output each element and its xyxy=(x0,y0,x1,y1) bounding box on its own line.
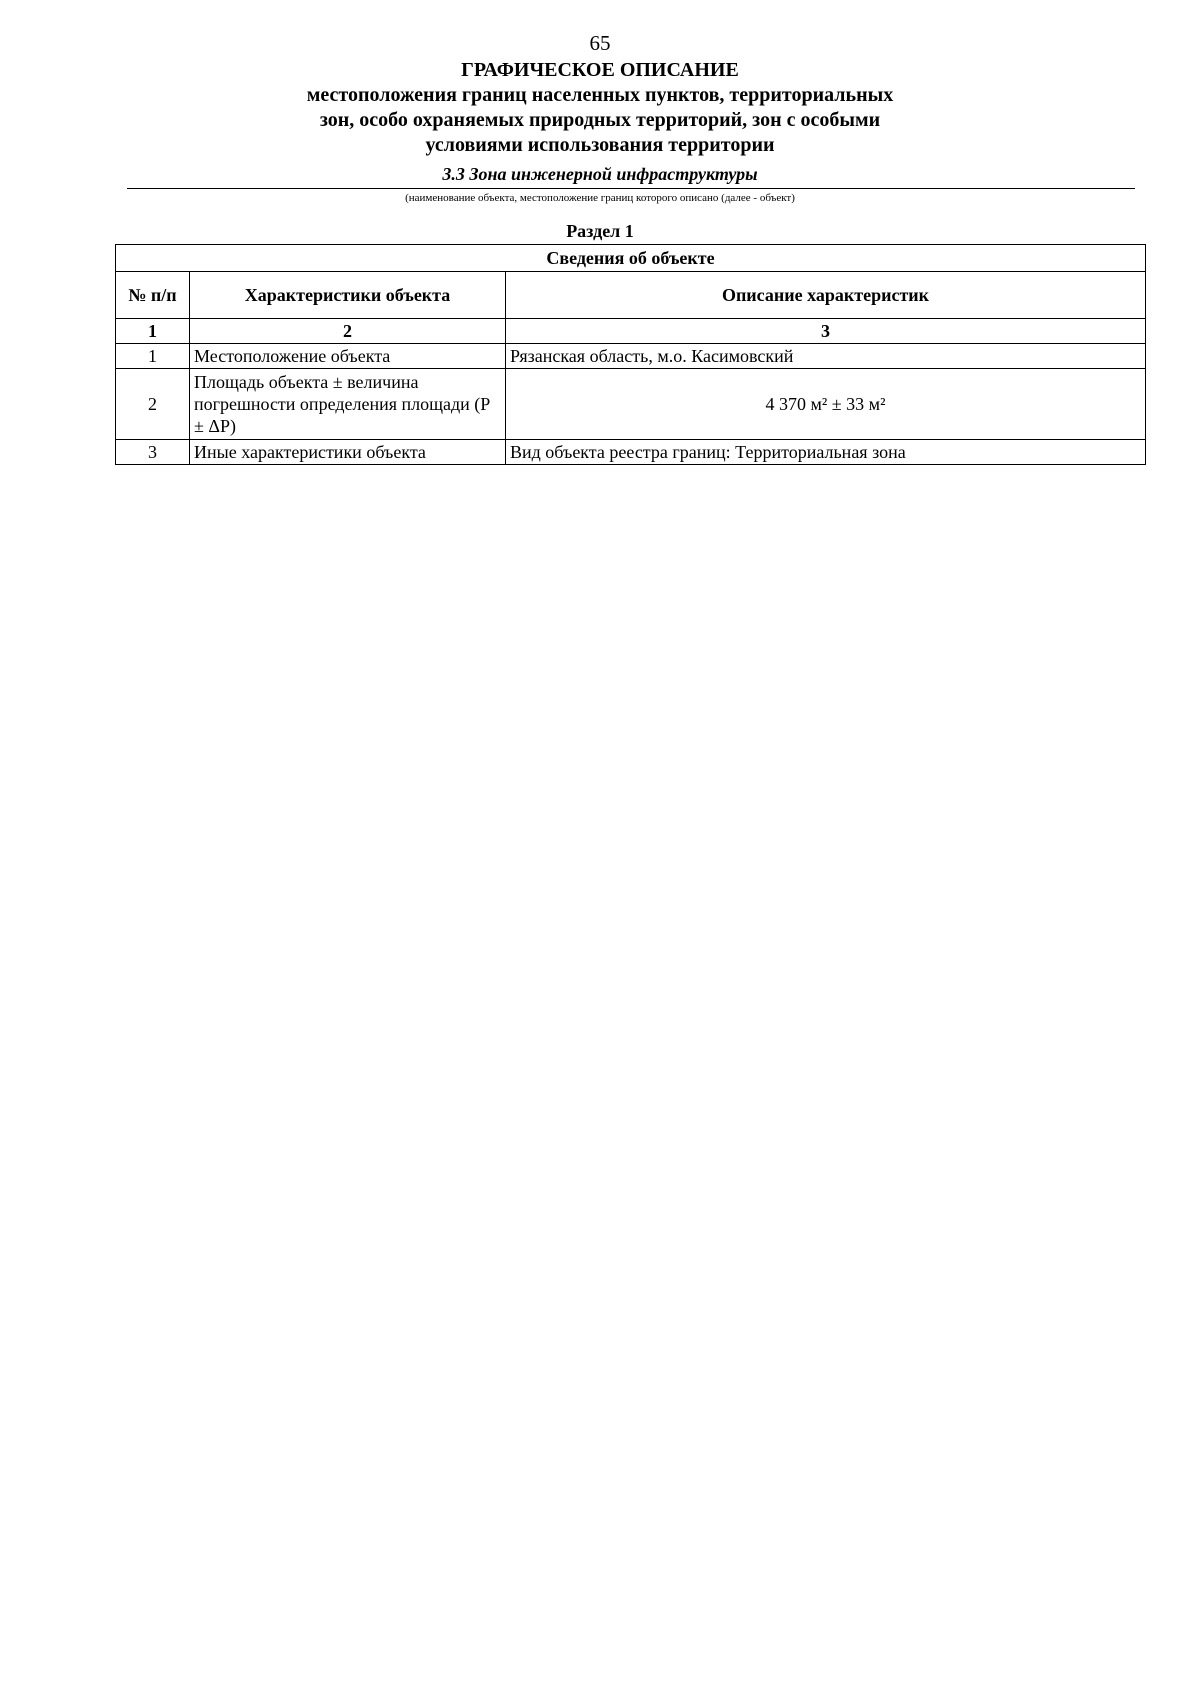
table-row xyxy=(116,344,1146,369)
column-index: 3 xyxy=(506,319,1146,344)
document-subtitle xyxy=(0,83,1200,158)
subtitle-line: условиями использования территории xyxy=(425,134,775,156)
object-info-table xyxy=(115,244,1146,465)
row-description: Рязанская область, м.о. Касимовский xyxy=(506,344,1146,369)
column-header-description: Описание характеристик xyxy=(506,272,1146,319)
section-heading: Раздел 1 xyxy=(566,221,634,241)
subtitle-line: местоположения границ населенных пунктов, территориальных xyxy=(306,84,894,106)
subtitle-line: зон, особо охраняемых природных территорий, зон с особыми xyxy=(319,109,881,131)
column-index: 2 xyxy=(190,319,506,344)
table-row xyxy=(116,369,1146,440)
row-characteristic: Площадь объекта ± величина погрешности определения площади (P ± ΔP) xyxy=(190,369,506,440)
row-description: Вид объекта реестра границ: Территориальная зона xyxy=(506,440,1146,465)
column-index: 1 xyxy=(116,319,190,344)
table-header-row xyxy=(116,272,1146,319)
table-caption: Сведения об объекте xyxy=(116,245,1146,272)
row-number: 2 xyxy=(116,369,190,440)
row-characteristic: Местоположение объекта xyxy=(190,344,506,369)
row-description: 4 370 м² ± 33 м² xyxy=(506,369,1146,440)
row-number: 1 xyxy=(116,344,190,369)
row-number: 3 xyxy=(116,440,190,465)
row-characteristic: Иные характеристики объекта xyxy=(190,440,506,465)
object-name: 3.3 Зона инженерной инфраструктуры xyxy=(442,164,758,184)
object-name-underline xyxy=(127,188,1135,189)
table-row xyxy=(116,440,1146,465)
table-index-row xyxy=(116,319,1146,344)
table-caption-row xyxy=(116,245,1146,272)
page-number: 65 xyxy=(589,31,611,55)
document-title: ГРАФИЧЕСКОЕ ОПИСАНИЕ xyxy=(461,59,739,81)
object-name-caption: (наименование объекта, местоположение границ которого описано (далее - объект) xyxy=(405,192,795,204)
column-header-characteristic: Характеристики объекта xyxy=(190,272,506,319)
column-header-number: № п/п xyxy=(116,272,190,319)
